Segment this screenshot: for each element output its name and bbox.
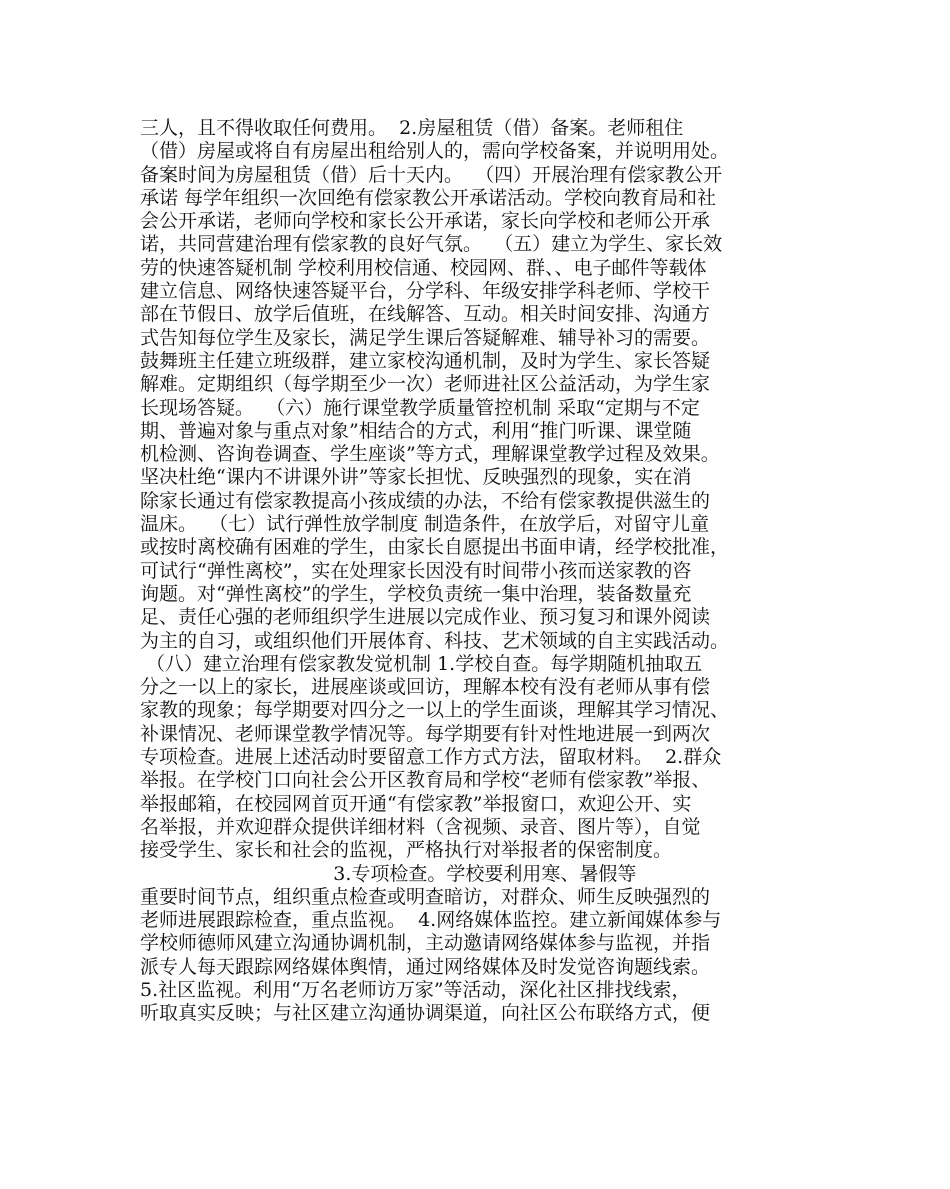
text-line: 建立信息、网络快速答疑平台，分学科、年级安排学科老师、学校干	[140, 280, 711, 303]
text-line: 接受学生、家长和社会的监视，严格执行对举报者的保密制度。	[140, 839, 673, 862]
text-line: 诺，共同营建治理有偿家教的良好气氛。 （五）建立为学生、家长效	[140, 233, 723, 256]
text-line: 三人，且不得收取任何费用。 2.房屋租赁（借）备案。老师租住	[140, 117, 684, 139]
text-line: 会公开承诺，老师向学校和家长公开承诺，家长向学校和老师公开承	[140, 210, 711, 233]
text-line: 可试行“弹性离校”，实在处理家长因没有时间带小孩而送家教的咨	[140, 559, 692, 582]
text-line: 鼓舞班主任建立班级群，建立家校沟通机制，及时为学生、家长答疑	[140, 349, 711, 372]
text-line: 式告知每位学生及家长，满足学生课后答疑解难、辅导补习的需要。	[140, 326, 711, 349]
text-line: 机检测、咨询卷调查、学生座谈”等方式，理解课堂教学过程及效果。	[140, 443, 720, 466]
text-line: 除家长通过有偿家教提高小孩成绩的办法，不给有偿家教提供滋生的	[140, 489, 711, 512]
text-line: 举报邮箱，在校园网首页开通“有偿家教”举报窗口，欢迎公开、实	[140, 792, 692, 815]
text-line: （八）建立治理有偿家教发觉机制 1.学校自查。每学期随机抽取五	[140, 652, 703, 675]
text-line: 温床。 （七）试行弹性放学制度 制造条件，在放学后，对留守儿童	[140, 513, 710, 536]
text-line: 期、普遍对象与重点对象”相结合的方式，利用“推门听课、课堂随	[140, 419, 692, 442]
text-line: 承诺 每学年组织一次回绝有偿家教公开承诺活动。学校向教育局和社	[140, 186, 717, 209]
text-line: 或按时离校确有困难的学生，由家长自愿提出书面申请，经学校批准，	[140, 536, 730, 559]
text-line: 足、责任心强的老师组织学生进展以完成作业、预习复习和课外阅读	[140, 606, 711, 629]
text-line: 家教的现象；每学期要对四分之一以上的学生面谈，理解其学习情况、	[140, 699, 730, 722]
text-line: 学校师德师风建立沟通协调机制，主动邀请网络媒体参与监视，并指	[140, 932, 711, 955]
text-line: 部在节假日、放学后值班，在线解答、互动。相关时间安排、沟通方	[140, 303, 711, 326]
text-line: 举报。在学校门口向社会公开区教育局和学校“老师有偿家教”举报、	[140, 769, 711, 792]
text-line: 为主的自习，或组织他们开展体育、科技、艺术领域的自主实践活动。	[140, 629, 730, 652]
text-line: 专项检查。进展上述活动时要留意工作方式方法，留取材料。 2.群众	[140, 746, 722, 769]
text-line: （借）房屋或将自有房屋出租给别人的，需向学校备案，并说明用处。	[140, 140, 730, 163]
text-line: 备案时间为房屋租赁（借）后十天内。 （四）开展治理有偿家教公开	[140, 163, 723, 186]
text-line: 劳的快速答疑机制 学校利用校信通、校园网、群、、电子邮件等载体	[140, 256, 707, 279]
text-line: 老师进展跟踪检查，重点监视。 4.网络媒体监控。建立新闻媒体参与	[140, 909, 722, 932]
text-line: 名举报，并欢迎群众提供详细材料（含视频、录音、图片等），自觉	[140, 815, 701, 838]
text-line: 派专人每天跟踪网络媒体舆情，通过网络媒体及时发觉咨询题线索。	[140, 955, 711, 978]
text-line: 3.专项检查。学校要利用寒、暑假等	[140, 862, 637, 885]
body-text	[140, 117, 820, 1026]
text-line: 听取真实反映；与社区建立沟通协调渠道，向社区公布联络方式，便	[140, 1002, 711, 1025]
text-line: 补课情况、老师课堂教学情况等。每学期要有针对性地进展一到两次	[140, 722, 711, 745]
text-line: 5.社区监视。利用“万名老师访万家”等活动，深化社区排找线索，	[140, 978, 691, 1001]
text-line: 长现场答疑。 （六）施行课堂教学质量管控机制 采取“定期与不定	[140, 396, 700, 419]
text-line: 询题。对“弹性离校”的学生，学校负责统一集中治理，装备数量充	[140, 582, 692, 605]
text-line: 分之一以上的家长，进展座谈或回访，理解本校有没有老师从事有偿	[140, 676, 711, 699]
text-line: 坚决杜绝“课内不讲课外讲”等家长担忧、反映强烈的现象，实在消	[140, 466, 692, 489]
text-line: 重要时间节点，组织重点检查或明查暗访，对群众、师生反映强烈的	[140, 885, 711, 908]
text-line: 解难。定期组织（每学期至少一次）老师进社区公益活动，为学生家	[140, 373, 711, 396]
